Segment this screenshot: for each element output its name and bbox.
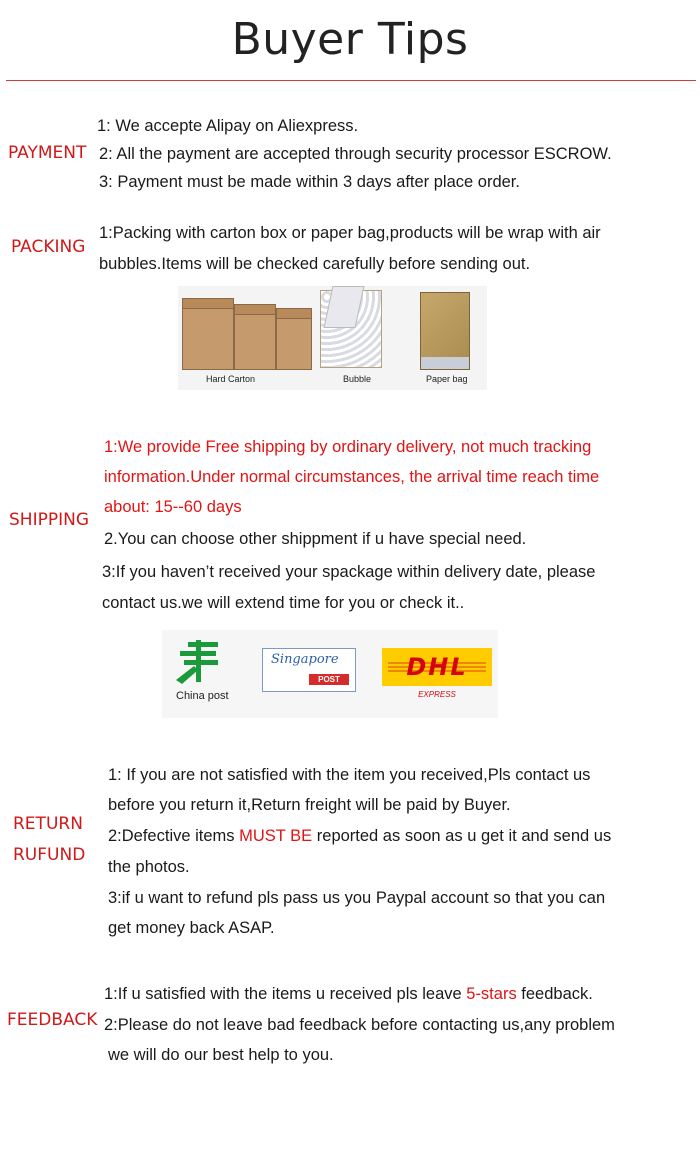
shipping-line-5: 3:If you haven’t received your spackage within delivery date, please xyxy=(102,563,596,581)
title-divider xyxy=(6,80,696,81)
return-line-2: before you return it,Return freight will be paid by Buyer. xyxy=(108,796,511,814)
return-label-line-2: RUFUND xyxy=(13,845,86,865)
singapore-post-logo xyxy=(262,648,356,692)
paper-bag xyxy=(420,292,470,370)
singapore-script: Singapore xyxy=(271,652,339,667)
return-line-5: 3:if u want to refund pls pass us you Paypal account so that you can xyxy=(108,889,606,907)
china-post-text: China post xyxy=(176,690,229,702)
return-label-line-1: RETURN xyxy=(13,814,83,834)
carton-box-small xyxy=(276,316,312,370)
feedback-label: FEEDBACK xyxy=(7,1010,98,1030)
packing-line-1: 1:Packing with carton box or paper bag,products will be wrap with air xyxy=(99,224,601,242)
singapore-post-badge: POST xyxy=(309,674,349,685)
feedback-line-1 xyxy=(104,979,593,1009)
shipping-line-6: contact us.we will extend time for you or check it.. xyxy=(102,594,465,612)
feedback-line-3: we will do our best help to you. xyxy=(108,1046,334,1064)
five-stars-highlight: 5-stars xyxy=(466,985,517,1003)
feedback-line-2: 2:Please do not leave bad feedback before contacting us,any problem xyxy=(104,1016,615,1034)
shipping-label: SHIPPING xyxy=(9,510,89,530)
caption-hard-carton: Hard Carton xyxy=(206,374,256,384)
feedback-line-1-start: 1:If u satisfied with the items u received pls leave xyxy=(104,985,467,1003)
shipping-line-3: about: 15--60 days xyxy=(104,498,242,516)
payment-label: PAYMENT xyxy=(8,143,87,163)
dhl-wordmark: DHL xyxy=(406,653,468,681)
dhl-logo xyxy=(382,648,492,686)
feedback-line-1-end: feedback. xyxy=(516,985,593,1003)
caption-bubble: Bubble xyxy=(343,374,372,384)
shipping-line-1: 1:We provide Free shipping by ordinary delivery, not much tracking xyxy=(104,438,592,456)
caption-paper-bag: Paper bag xyxy=(426,374,468,384)
packing-line-2: bubbles.Items will be checked carefully before sending out. xyxy=(99,255,531,273)
carton-box-medium xyxy=(234,312,276,370)
payment-line-3: 3: Payment must be made within 3 days after place order. xyxy=(99,173,520,191)
payment-line-2: 2: All the payment are accepted through security processor ESCROW. xyxy=(99,145,612,163)
china-post-icon xyxy=(174,640,224,684)
page-title: Buyer Tips xyxy=(231,14,469,65)
dhl-express-text: EXPRESS xyxy=(418,690,456,699)
carton-box-large xyxy=(182,306,234,370)
must-be-highlight: MUST BE xyxy=(239,827,313,845)
return-line-3-start: 2:Defective items xyxy=(108,827,240,845)
shipping-line-2: information.Under normal circumstances, the arrival time reach time xyxy=(104,468,600,486)
payment-line-1: 1: We accepte Alipay on Aliexpress. xyxy=(97,117,359,135)
shipping-line-4: 2.You can choose other shippment if u have special need. xyxy=(104,530,527,548)
carrier-logos xyxy=(162,630,498,718)
return-line-3 xyxy=(108,821,611,851)
return-line-6: get money back ASAP. xyxy=(108,919,275,937)
packing-label: PACKING xyxy=(11,237,86,257)
packing-photo xyxy=(178,286,487,390)
return-line-3-end: reported as soon as u get it and send us xyxy=(312,827,612,845)
return-line-4: the photos. xyxy=(108,858,190,876)
return-line-1: 1: If you are not satisfied with the item you received,Pls contact us xyxy=(108,766,591,784)
